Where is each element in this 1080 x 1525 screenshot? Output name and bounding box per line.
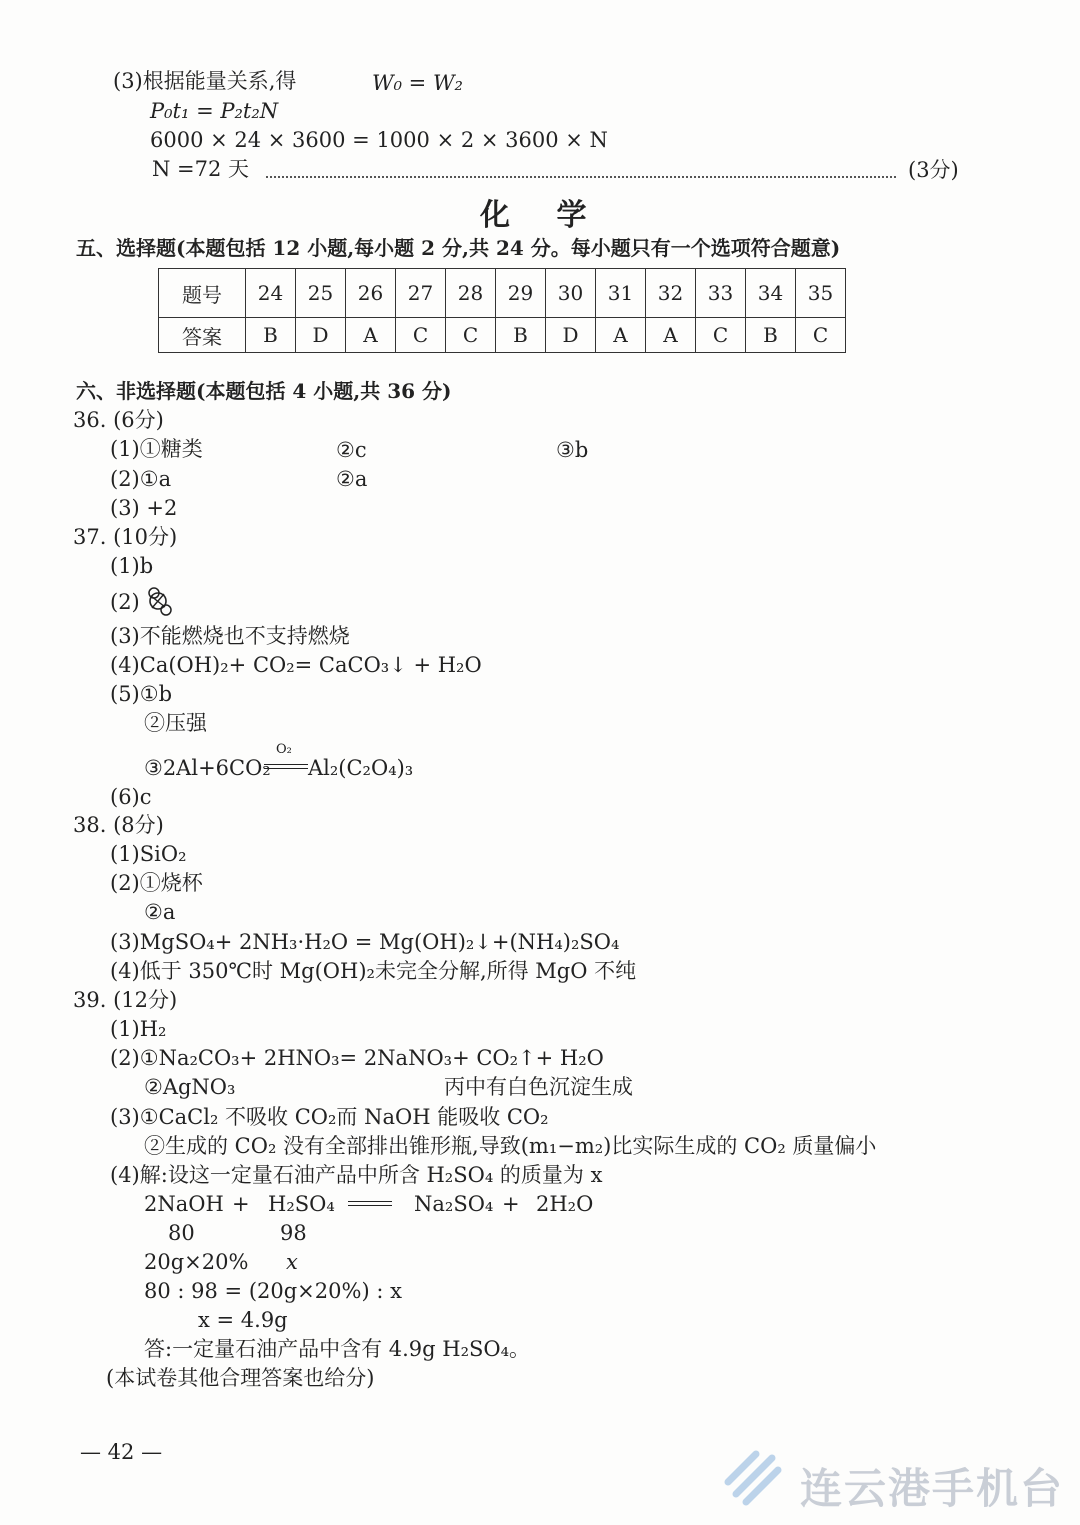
answer-cell: D bbox=[296, 318, 346, 353]
physics-result: N =72 天 bbox=[152, 157, 250, 181]
question-number: 30 bbox=[546, 269, 596, 318]
q38-line1: (1)SiO₂ bbox=[110, 842, 187, 866]
answer-cell: B bbox=[496, 318, 546, 353]
q38-line3: ②a bbox=[144, 900, 176, 924]
q39-line6: (4)解:设这一定量石油产品中所含 H₂SO₄ 的质量为 x bbox=[110, 1163, 603, 1187]
page-number: — 42 — bbox=[80, 1440, 163, 1464]
molar-mass-naoh: 80 bbox=[168, 1221, 195, 1245]
q38-head: 38. (8分) bbox=[73, 813, 164, 837]
unknown-mass: x bbox=[286, 1250, 298, 1274]
q36-line1b: ②c bbox=[336, 438, 367, 462]
section-title: 化 学 bbox=[480, 198, 605, 233]
q38-line4: (3)MgSO₄+ 2NH₃·H₂O = Mg(OH)₂↓+(NH₄)₂SO₄ bbox=[110, 930, 620, 954]
answer-cell: C bbox=[796, 318, 846, 353]
question-number: 28 bbox=[446, 269, 496, 318]
q36-head: 36. (6分) bbox=[73, 408, 164, 432]
question-number: 32 bbox=[646, 269, 696, 318]
answer-cell: B bbox=[746, 318, 796, 353]
eq-term: Na₂SO₄ bbox=[414, 1192, 494, 1216]
q36-line3: (3) +2 bbox=[110, 496, 178, 520]
grading-note: (本试卷其他合理答案也给分) bbox=[106, 1366, 375, 1390]
physics-step-label: (3)根据能量关系,得 bbox=[113, 69, 297, 93]
answer-cell: D bbox=[546, 318, 596, 353]
q39-line5: ②生成的 CO₂ 没有全部排出锥形瓶,导致(m₁−m₂)比实际生成的 CO₂ 质量偏小 bbox=[144, 1134, 877, 1158]
q37-line6: ②压强 bbox=[144, 711, 207, 735]
eq-plus: + bbox=[232, 1192, 250, 1216]
row-label-answer: 答案 bbox=[159, 318, 246, 353]
question-number: 24 bbox=[246, 269, 296, 318]
proportion: 80 : 98 = (20g×20%) : x bbox=[144, 1279, 402, 1303]
q37-line8: (6)c bbox=[110, 785, 152, 809]
q37-line2: (2) bbox=[110, 590, 140, 614]
answer-cell: A bbox=[596, 318, 646, 353]
molar-mass-h2so4: 98 bbox=[280, 1221, 307, 1245]
q39-line4: (3)①CaCl₂ 不吸收 CO₂而 NaOH 能吸收 CO₂ bbox=[110, 1105, 549, 1129]
q39-line3: ②AgNO₃ bbox=[144, 1075, 236, 1099]
question-number: 29 bbox=[496, 269, 546, 318]
watermark-logo-icon bbox=[722, 1448, 792, 1508]
q39-head: 39. (12分) bbox=[73, 988, 178, 1012]
q36-line2b: ②a bbox=[336, 467, 368, 491]
q37-line7-reactants: ③2Al+6CO₂ bbox=[144, 756, 271, 780]
section5-heading: 五、选择题(本题包括 12 小题,每小题 2 分,共 24 分。每小题只有一个选项符合题意) bbox=[76, 236, 841, 260]
given-mass: 20g×20% bbox=[144, 1250, 249, 1274]
answer-cell: B bbox=[246, 318, 296, 353]
result: x = 4.9g bbox=[198, 1308, 288, 1332]
row-label-question: 题号 bbox=[159, 269, 246, 318]
co2-molecule-model-icon bbox=[146, 586, 176, 618]
eq-term: H₂SO₄ bbox=[268, 1192, 335, 1216]
physics-calc: 6000 × 24 × 3600 = 1000 × 2 × 3600 × N bbox=[150, 128, 608, 152]
question-number: 25 bbox=[296, 269, 346, 318]
q37-line7-product: Al₂(C₂O₄)₃ bbox=[308, 756, 414, 780]
answer-cell: A bbox=[346, 318, 396, 353]
answer-table bbox=[158, 268, 846, 353]
answer-cell: C bbox=[396, 318, 446, 353]
question-number: 34 bbox=[746, 269, 796, 318]
watermark-text: 连云港手机台 bbox=[800, 1464, 1065, 1513]
answer-cell: C bbox=[446, 318, 496, 353]
q37-head: 37. (10分) bbox=[73, 525, 178, 549]
q39-line3b: 丙中有白色沉淀生成 bbox=[444, 1075, 633, 1099]
table-row bbox=[159, 269, 846, 318]
eq-term: 2NaOH bbox=[144, 1192, 224, 1216]
question-number: 31 bbox=[596, 269, 646, 318]
q37-line3: (3)不能燃烧也不支持燃烧 bbox=[110, 624, 350, 648]
q37-line1: (1)b bbox=[110, 554, 154, 578]
q38-line2: (2)①烧杯 bbox=[110, 871, 203, 895]
eq-term: 2H₂O bbox=[536, 1192, 594, 1216]
question-number: 35 bbox=[796, 269, 846, 318]
q36-line1c: ③b bbox=[556, 438, 589, 462]
q38-line5: (4)低于 350℃时 Mg(OH)₂未完全分解,所得 MgO 不纯 bbox=[110, 959, 637, 983]
reaction-condition: O₂ bbox=[276, 742, 292, 757]
q37-line5: (5)①b bbox=[110, 682, 173, 706]
table-row bbox=[159, 318, 846, 353]
reaction-equals-sign bbox=[348, 1201, 392, 1206]
q39-line1: (1)H₂ bbox=[110, 1017, 167, 1041]
question-number: 26 bbox=[346, 269, 396, 318]
section6-heading: 六、非选择题(本题包括 4 小题,共 36 分) bbox=[76, 379, 452, 403]
question-number: 33 bbox=[696, 269, 746, 318]
q39-line2: (2)①Na₂CO₃+ 2HNO₃= 2NaNO₃+ CO₂↑+ H₂O bbox=[110, 1046, 604, 1070]
eq-plus: + bbox=[502, 1192, 520, 1216]
physics-power-eq: P₀t₁ = P₂t₂N bbox=[150, 99, 279, 123]
physics-score: (3分) bbox=[908, 158, 959, 182]
final-answer: 答:一定量石油产品中含有 4.9g H₂SO₄。 bbox=[144, 1337, 531, 1361]
question-number: 27 bbox=[396, 269, 446, 318]
physics-energy-eq: W₀ = W₂ bbox=[372, 71, 463, 95]
q37-line4: (4)Ca(OH)₂+ CO₂= CaCO₃↓ + H₂O bbox=[110, 653, 482, 677]
answer-cell: A bbox=[646, 318, 696, 353]
dotted-leader bbox=[266, 176, 896, 178]
answer-cell: C bbox=[696, 318, 746, 353]
q36-line1: (1)①糖类 bbox=[110, 437, 203, 461]
q36-line2: (2)①a bbox=[110, 467, 172, 491]
reaction-equals-sign bbox=[264, 764, 308, 769]
